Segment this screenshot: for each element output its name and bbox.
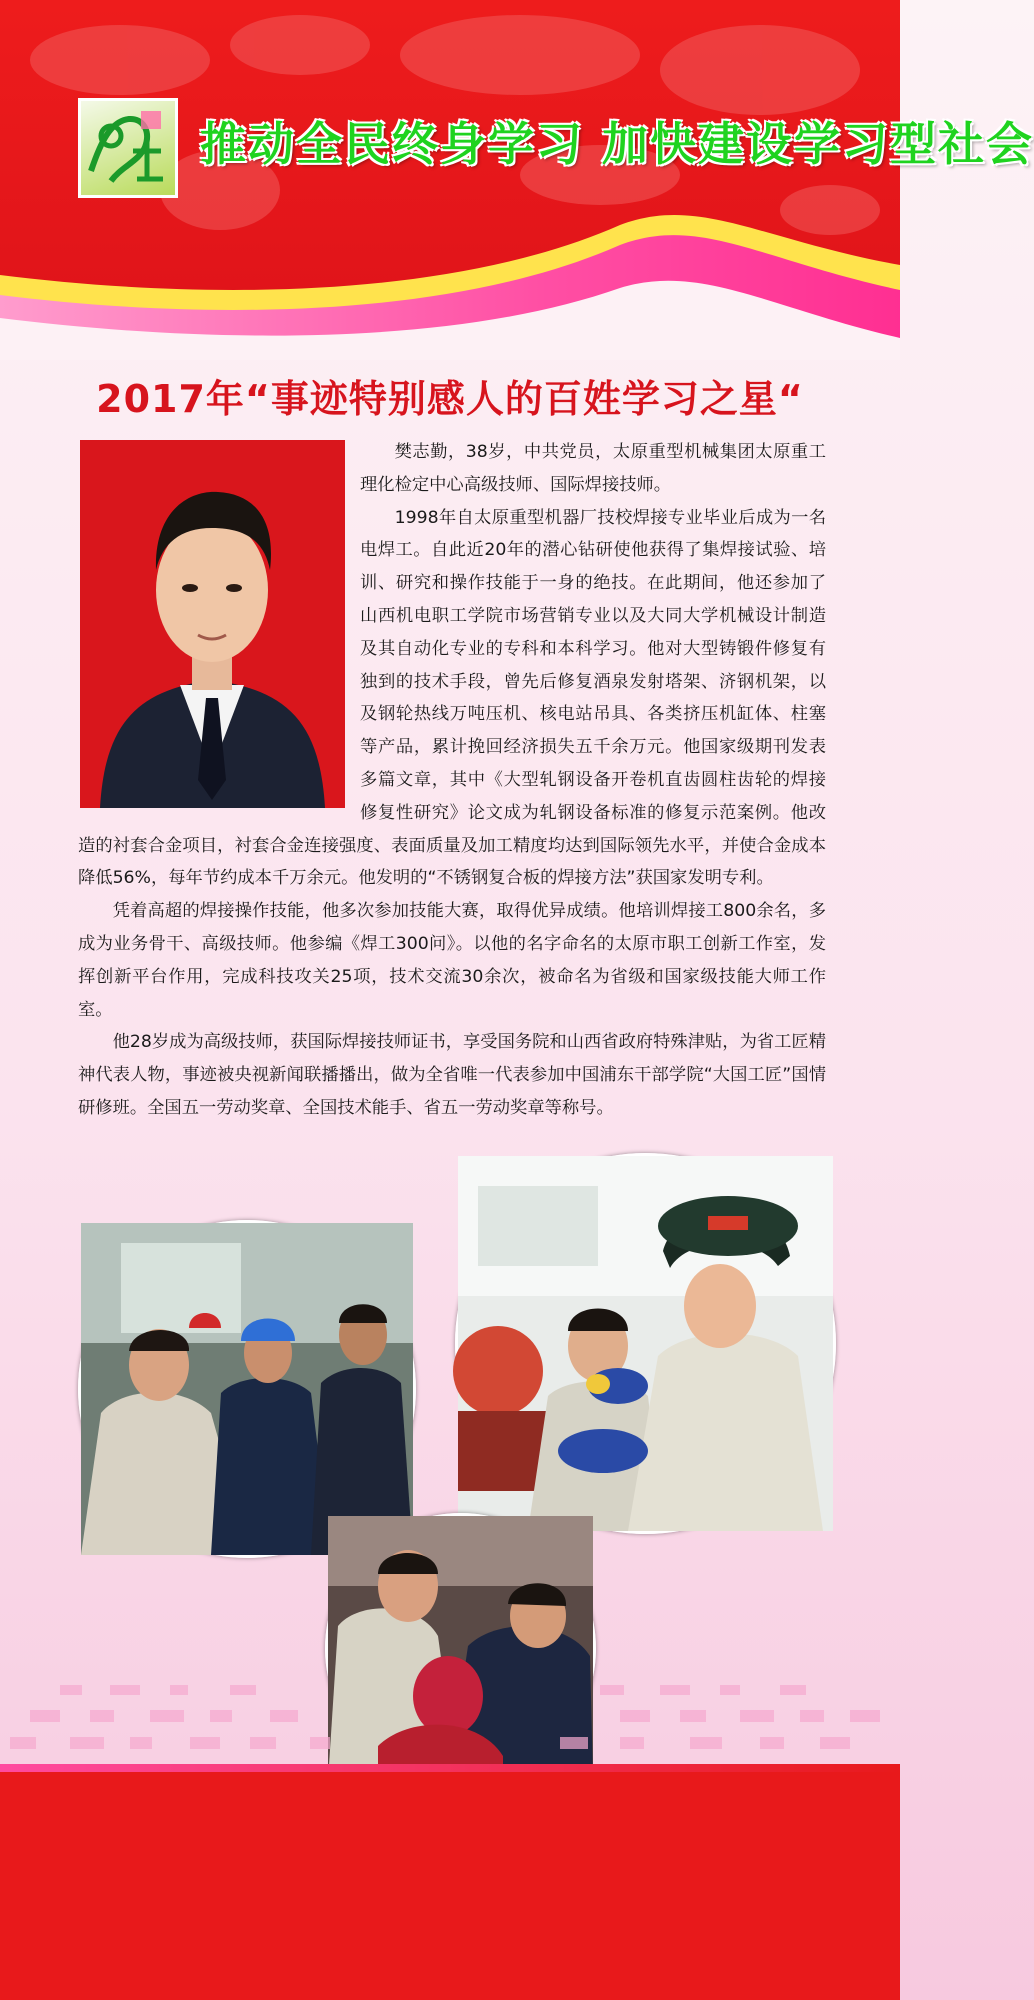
bio-paragraph-4: 他28岁成为高级技师，获国际焊接技师证书，享受国务院和山西省政府特殊津贴，为省工匠精神代表人物，事迹被央视新闻联播播出，做为全省唯一代表参加中国浦东干部学院“大国工匠”国情研修班。全国五一劳动奖章、全国技术能手、省五一劳动奖章等称号。 [78,1032,826,1118]
bio-paragraph-3: 凭着高超的焊接操作技能，他多次参加技能大赛，取得优异成绩。他培训焊接工800余名，多成为业务骨干、高级技师。他参编《焊工300问》。以他的名字命名的太原市职工创新工作室，发挥创新平台作用，完成科技攻关25项，技术交流30余次，被命名为省级和国家级技能大师工作室。 [78,901,826,1020]
training-photo [78,1220,416,1558]
header-banner [0,0,1034,360]
learning-logo-icon [78,98,178,198]
page-title: 2017年“事迹特别感人的百姓学习之星“ [96,377,804,421]
biography-text [78,436,826,1125]
bio-paragraph-2: 1998年自太原重型机器厂技校焊接专业毕业后成为一名电焊工。自此近20年的潜心钻研使他获得了集焊接试验、培训、研究和操作技能于一身的绝技。在此期间，他还参加了山西机电职工学院市场营销专业以及大同大学机械设计制造及其自动化专业的专科和本科学习。他对大型铸锻件修复有独到的技术手段，曾先后修复酒泉发射塔架、济钢机架，以及钢轮热线万吨压机、核电站吊具、各类挤压机缸体、柱塞等产品，累计挽回经济损失五千余万元。他国家级期刊发表多篇文章，其中《大型轧钢设备开卷机直齿圆柱齿轮的焊接修复性研究》论文成为轧钢设备标准的修复示范案例。他改造的衬套合金项目，衬套合金连接强度、表面质量及加工精度均达到国际领先水平，并使合金成本降低56%，每年节约成本千万余元。他发明的“不锈钢复合板的焊接方法”获国家发明专利。 [78,507,826,889]
header-slogan: 推动全民终身学习 加快建设学习型社会 [200,117,1034,171]
decorative-squares [0,1675,900,1770]
bottom-red-band [0,1772,900,2000]
portrait-spacer [78,436,360,820]
bio-paragraph-1: 樊志勤，38岁，中共党员，太原重型机械集团太原重工理化检定中心高级技师、国际焊接技师。 [360,442,826,495]
welding-photo [455,1153,836,1534]
